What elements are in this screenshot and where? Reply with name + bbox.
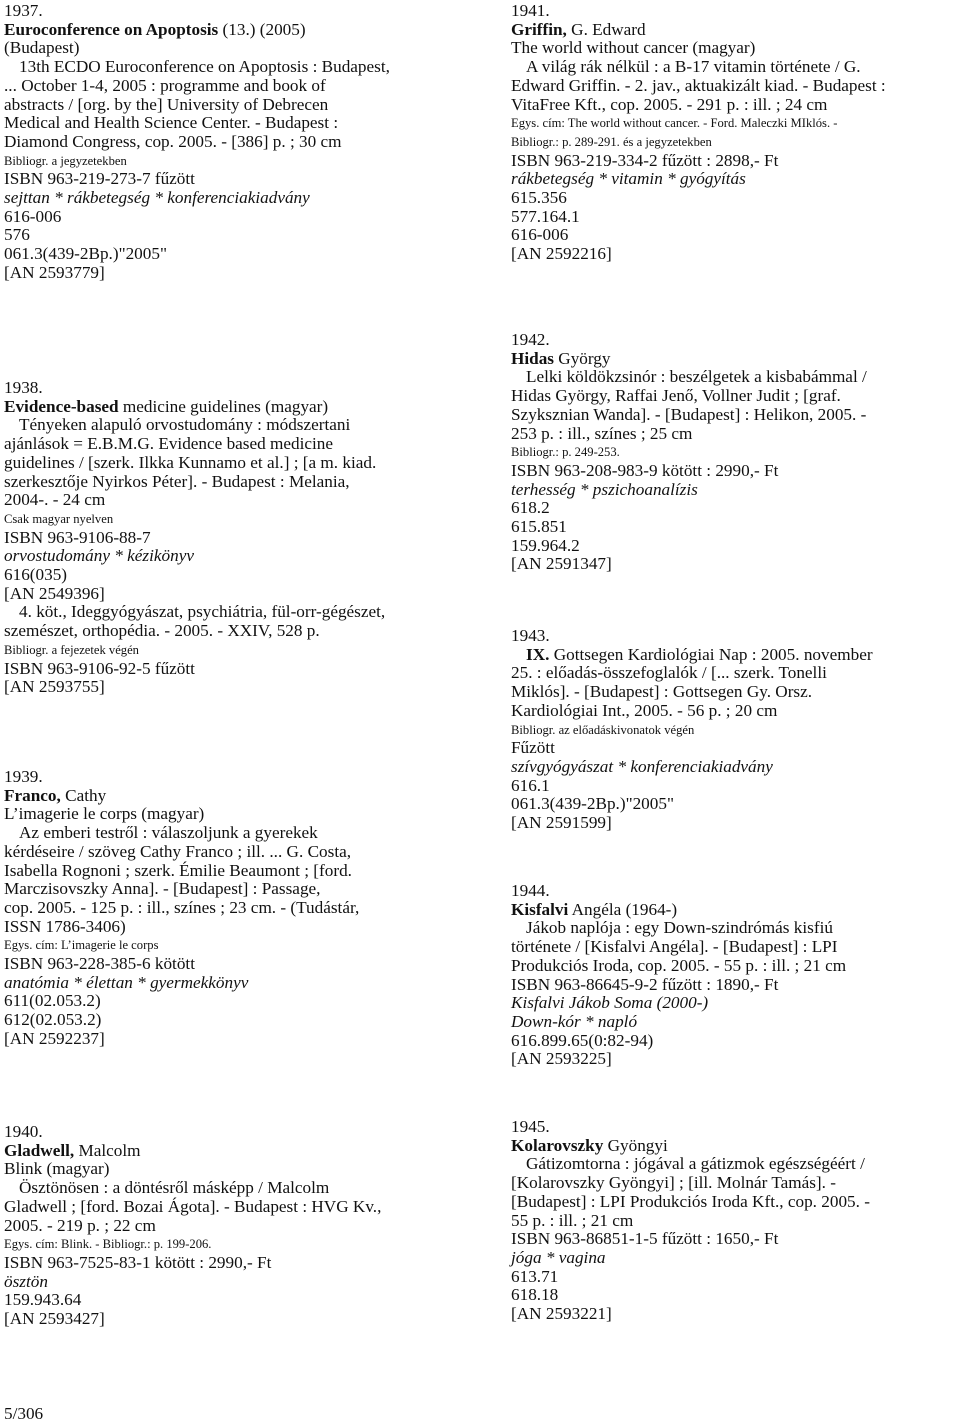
entry-text: 616(035)	[4, 565, 68, 585]
entry-text: Bibliogr. az előadáskivonatok végén	[511, 722, 695, 737]
entry-line	[511, 739, 956, 758]
entry-heading-line	[4, 1142, 474, 1161]
catalog-entry-1943	[511, 627, 956, 833]
entry-text: VitaFree Kft., cop. 2005. - 291 p. : ill. ; 24 cm	[511, 94, 828, 114]
entry-text: G. Edward	[566, 19, 646, 39]
entry-text: Szyksznian Wanda]. - [Budapest] : Helikon, 2005. -	[511, 404, 867, 424]
entry-text: sejttan * rákbetegség * konferenciakiadvány	[4, 188, 310, 208]
entry-line	[4, 992, 474, 1011]
catalog-entry-1945	[511, 1118, 956, 1324]
entry-text: 618.18	[511, 1285, 559, 1305]
entry-line	[511, 170, 956, 189]
entry-text: 13th ECDO Euroconference on Apoptosis : Budapest,	[19, 57, 390, 77]
entry-line	[4, 226, 474, 245]
entry-text: 616.899.65(0:82-94)	[511, 1030, 654, 1050]
entry-text: 1940.	[4, 1122, 43, 1141]
entry-text: ISSN 1786-3406)	[4, 916, 126, 936]
entry-line	[511, 387, 956, 406]
entry-text: (13.) (2005)	[218, 19, 306, 39]
catalog-entry-1937	[4, 2, 474, 283]
entry-line	[4, 824, 474, 843]
entry-line	[4, 416, 474, 435]
entry-line	[511, 1013, 956, 1032]
entry-line	[4, 1273, 474, 1292]
entry-line	[511, 976, 956, 995]
entry-line	[4, 918, 474, 937]
entry-text: Jákob naplója : egy Down-szindrómás kisfiú	[526, 918, 833, 938]
entry-text: György	[554, 348, 611, 368]
entry-line	[4, 1217, 474, 1236]
entry-text: [AN 2591599]	[511, 813, 612, 833]
entry-text: 611(02.053.2)	[4, 991, 101, 1011]
entry-line	[511, 814, 956, 833]
entry-text: Malcolm	[74, 1140, 141, 1160]
entry-line	[4, 936, 474, 955]
entry-text: 061.3(439-2Bp.)"2005"	[511, 794, 674, 814]
entry-heading: Euroconference on Apoptosis	[4, 19, 219, 39]
entry-text: Az emberi testről : válaszoljunk a gyerekek	[19, 823, 318, 843]
entry-line	[511, 683, 956, 702]
entry-line	[511, 1286, 956, 1305]
entry-text: [AN 2593221]	[511, 1304, 612, 1324]
entry-line	[511, 919, 956, 938]
entry-text: szívgyógyászat * konferenciakiadvány	[511, 756, 773, 776]
entry-line	[4, 1198, 474, 1217]
entry-text: [AN 2593755]	[4, 677, 105, 697]
entry-line	[511, 1212, 956, 1231]
entry-line	[4, 208, 474, 227]
entry-text: Ösztönösen : a döntésről másképp / Malcolm	[19, 1178, 330, 1198]
entry-heading-line	[4, 398, 474, 417]
entry-text: ISBN 963-9106-92-5 fűzött	[4, 658, 195, 678]
entry-line	[4, 974, 474, 993]
entry-text: Edward Griffin. - 2. jav., aktuakizált kiad. - Budapest :	[511, 75, 886, 95]
entry-text: [AN 2593427]	[4, 1309, 105, 1329]
entry-line	[4, 603, 474, 622]
entry-line	[511, 114, 956, 133]
entry-line	[511, 368, 956, 387]
entry-text: 25. : előadás-összefoglalók / [... szerk. Tonelli	[511, 663, 827, 683]
entry-line	[511, 1050, 956, 1069]
entry-line	[511, 406, 956, 425]
entry-line	[4, 1310, 474, 1329]
entry-text: Diamond Congress, cop. 2005. - [386] p. ; 30 cm	[4, 131, 342, 151]
entry-number	[4, 768, 474, 787]
entry-line	[4, 435, 474, 454]
entry-line	[511, 1305, 956, 1324]
entry-text: 576	[4, 225, 30, 245]
entry-text: 2005. - 219 p. ; 22 cm	[4, 1215, 156, 1235]
entry-number	[511, 882, 956, 901]
entry-line	[511, 152, 956, 171]
entry-text: 1945.	[511, 1117, 550, 1136]
entry-line	[4, 547, 474, 566]
entry-heading-line	[511, 21, 956, 40]
entry-text: 1941.	[511, 1, 550, 20]
entry-text: Egys. cím: The world without cancer. - Ford. Maleczki MIklós. -	[511, 116, 838, 131]
entry-text: [AN 2593225]	[511, 1049, 612, 1069]
entry-line	[511, 443, 956, 462]
entry-text: 55 p. : ill. ; 21 cm	[511, 1210, 634, 1230]
entry-text: Gátizomtorna : jógával a gátizmok egészségéért /	[526, 1154, 865, 1174]
entry-text: 615.356	[511, 188, 567, 208]
entry-text: abstracts / [org. by the] University of Debrecen	[4, 94, 329, 114]
entry-text: Bibliogr. a fejezetek végén	[4, 642, 139, 657]
entry-text: Tényeken alapuló orvostudomány : módszertani	[19, 415, 351, 435]
entry-heading-line	[511, 901, 956, 920]
entry-text: ISBN 963-86645-9-2 fűzött : 1890,- Ft	[511, 974, 779, 994]
entry-text: [Budapest] : LPI Produkciós Iroda Kft., cop. 2005. -	[511, 1191, 870, 1211]
entry-line	[4, 678, 474, 697]
entry-text: terhesség * pszichoanalízis	[511, 479, 698, 499]
entry-text: Lelki köldökzsinór : beszélgetek a kisbabámmal /	[526, 367, 867, 387]
entry-number	[511, 2, 956, 21]
entry-number	[4, 379, 474, 398]
entry-text: [AN 2549396]	[4, 583, 105, 603]
entry-line	[511, 518, 956, 537]
entry-line	[511, 1032, 956, 1051]
entry-number	[511, 331, 956, 350]
entry-line	[511, 1155, 956, 1174]
entry-text: 612(02.053.2)	[4, 1010, 102, 1030]
catalog-entry-1939	[4, 768, 474, 1049]
entry-text: 618.2	[511, 498, 550, 518]
entry-text: Hidas György, Raffai Jenő, Vollner Judit ; [graf.	[511, 386, 841, 406]
entry-text: A világ rák nélkül : a B-17 vitamin története / G.	[526, 57, 861, 77]
entry-line	[511, 1249, 956, 1268]
entry-text: Kardiológiai Int., 2005. - 56 p. ; 20 cm	[511, 700, 778, 720]
entry-text: Bibliogr.: p. 289-291. és a jegyzetekben	[511, 134, 712, 149]
entry-line	[4, 641, 474, 660]
entry-text: Marczisovszky Anna]. - [Budapest] : Passage,	[4, 879, 321, 899]
entry-text: 253 p. : ill., színes ; 25 cm	[511, 423, 693, 443]
entry-line	[4, 58, 474, 77]
entry-text: 1939.	[4, 767, 43, 786]
entry-line	[511, 189, 956, 208]
catalog-entry-1942	[511, 331, 956, 574]
entry-text: kérdéseire / szöveg Cathy Franco ; ill. ... G. Costa,	[4, 841, 352, 861]
entry-text: cop. 2005. - 125 p. : ill., színes ; 23 cm. - (Tudástár,	[4, 897, 360, 917]
entry-line	[4, 880, 474, 899]
entry-text: ISBN 963-7525-83-1 kötött : 2990,- Ft	[4, 1252, 272, 1272]
entry-text: ISBN 963-9106-88-7	[4, 527, 151, 547]
entry-text: [Kolarovszky Gyöngyi] ; [ill. Molnár Tamás]. -	[511, 1173, 836, 1193]
page-number: 5/306	[4, 1404, 44, 1423]
entry-text: története / [Kisfalvi Angéla]. - [Budapest] : LPI	[511, 937, 838, 957]
entry-number	[4, 1123, 474, 1142]
entry-line	[4, 510, 474, 529]
entry-text: 061.3(439-2Bp.)"2005"	[4, 244, 167, 264]
entry-text: 616-006	[4, 206, 62, 226]
entry-heading-line	[511, 350, 956, 369]
entry-text: ... October 1-4, 2005 : programme and book of	[4, 75, 326, 95]
entry-line	[4, 1160, 474, 1179]
entry-heading-line	[511, 1137, 956, 1156]
entry-text: jóga * vagina	[511, 1247, 606, 1267]
entry-line	[4, 245, 474, 264]
entry-line	[4, 660, 474, 679]
entry-text: [AN 2593779]	[4, 262, 105, 282]
entry-text: Gyöngyi	[603, 1135, 668, 1155]
entry-line	[4, 805, 474, 824]
entry-text: ISBN 963-219-273-7 fűzött	[4, 169, 195, 189]
entry-text: [AN 2591347]	[511, 554, 612, 574]
entry-text: Medical and Health Science Center. - Budapest :	[4, 113, 339, 133]
entry-line	[511, 721, 956, 740]
entry-line	[511, 462, 956, 481]
entry-line	[4, 133, 474, 152]
entry-line	[4, 585, 474, 604]
entry-text: [AN 2592216]	[511, 244, 612, 264]
entry-text: 1937.	[4, 1, 43, 20]
entry-line	[4, 1235, 474, 1254]
entry-line	[511, 702, 956, 721]
entry-heading: Griffin,	[511, 19, 567, 39]
entry-heading-line	[4, 787, 474, 806]
catalog-entry-1938	[4, 379, 474, 697]
entry-line	[511, 938, 956, 957]
entry-line	[511, 39, 956, 58]
entry-text: medicine guidelines (magyar)	[118, 396, 329, 416]
entry-text: [AN 2592237]	[4, 1028, 105, 1048]
entry-heading: Kisfalvi	[511, 899, 569, 919]
entry-text: Gottsegen Kardiológiai Nap : 2005. november	[549, 644, 873, 664]
entry-line	[4, 622, 474, 641]
entry-text: Csak magyar nyelven	[4, 511, 114, 526]
entry-line	[511, 664, 956, 683]
entry-line	[511, 957, 956, 976]
entry-text: Bibliogr.: p. 249-253.	[511, 445, 620, 460]
entry-text: 577.164.1	[511, 206, 580, 226]
entry-line	[511, 481, 956, 500]
entry-text: szemészet, orthopédia. - 2005. - XXIV, 528 p.	[4, 621, 320, 641]
entry-text: 1938.	[4, 378, 43, 397]
entry-line	[511, 226, 956, 245]
entry-heading-line	[511, 646, 956, 665]
entry-text: rákbetegség * vitamin * gyógyítás	[511, 169, 746, 189]
entry-number	[511, 1118, 956, 1137]
entry-text: ISBN 963-228-385-6 kötött	[4, 954, 195, 974]
entry-line	[4, 170, 474, 189]
entry-text: 4. köt., Ideggyógyászat, psychiátria, fül-orr-gégészet,	[19, 602, 386, 622]
entry-text: Egys. cím: L’imagerie le corps	[4, 938, 159, 953]
entry-text: L’imagerie le corps (magyar)	[4, 804, 205, 824]
entry-number	[4, 2, 474, 21]
entry-line	[511, 758, 956, 777]
entry-text: guidelines / [szerk. Ilkka Kunnamo et al.] ; [a m. kiad.	[4, 452, 377, 472]
entry-heading: Gladwell,	[4, 1140, 75, 1160]
entry-line	[4, 39, 474, 58]
entry-text: 615.851	[511, 517, 567, 537]
entry-text: 616.1	[511, 775, 550, 795]
entry-text: Fűzött	[511, 738, 555, 758]
entry-text: ösztön	[4, 1271, 48, 1291]
entry-line	[511, 555, 956, 574]
entry-line	[511, 1268, 956, 1287]
entry-line	[4, 1291, 474, 1310]
entry-heading: Franco,	[4, 785, 61, 805]
catalog-entry-1944	[511, 882, 956, 1069]
entry-line	[511, 58, 956, 77]
entry-text: Kisfalvi Jákob Soma (2000-)	[511, 993, 709, 1013]
entry-line	[4, 1254, 474, 1273]
entry-text: Isabella Rognoni ; szerk. Émilie Beaumont ; [ford.	[4, 860, 352, 880]
entry-text: Bibliogr. a jegyzetekben	[4, 153, 127, 168]
entry-line	[4, 152, 474, 171]
entry-line	[4, 862, 474, 881]
entry-line	[511, 499, 956, 518]
entry-line	[511, 208, 956, 227]
entry-text: (Budapest)	[4, 38, 80, 58]
entry-text: ISBN 963-86851-1-5 fűzött : 1650,- Ft	[511, 1229, 779, 1249]
entry-text: 1943.	[511, 626, 550, 645]
entry-line	[511, 133, 956, 152]
entry-line	[4, 454, 474, 473]
entry-line	[4, 566, 474, 585]
entry-text: Cathy	[60, 785, 107, 805]
entry-line	[511, 1193, 956, 1212]
entry-line	[511, 77, 956, 96]
catalog-entry-1940	[4, 1123, 474, 1329]
entry-heading: Evidence-based	[4, 396, 119, 416]
entry-line	[511, 425, 956, 444]
entry-text: 1942.	[511, 330, 550, 349]
entry-line	[4, 491, 474, 510]
entry-line	[511, 777, 956, 796]
entry-text: Miklós]. - [Budapest] : Gottsegen Gy. Orsz.	[511, 682, 813, 702]
entry-text: szerkesztője Nyirkos Péter]. - Budapest : Melania,	[4, 471, 350, 491]
entry-text: 1944.	[511, 881, 550, 900]
catalog-entry-1941	[511, 2, 956, 264]
entry-line	[4, 899, 474, 918]
entry-line	[4, 843, 474, 862]
entry-line	[511, 795, 956, 814]
entry-heading: Kolarovszky	[511, 1135, 604, 1155]
entry-text: Angéla (1964-)	[568, 899, 678, 919]
entry-text: ajánlások = E.B.M.G. Evidence based medicine	[4, 434, 333, 454]
entry-text: Blink (magyar)	[4, 1159, 110, 1179]
entry-heading: IX.	[526, 644, 550, 664]
entry-line	[4, 1179, 474, 1198]
entry-text: 159.943.64	[4, 1290, 82, 1310]
entry-text: orvostudomány * kézikönyv	[4, 546, 194, 566]
entry-line	[4, 1011, 474, 1030]
entry-line	[511, 537, 956, 556]
entry-text: 613.71	[511, 1266, 559, 1286]
entry-text: Down-kór * napló	[511, 1011, 638, 1031]
entry-heading-line	[4, 21, 474, 40]
entry-text: anatómia * élettan * gyermekkönyv	[4, 972, 249, 992]
entry-line	[511, 96, 956, 115]
entry-line	[4, 264, 474, 283]
entry-line	[4, 96, 474, 115]
entry-heading: Hidas	[511, 348, 554, 368]
entry-text: 159.964.2	[511, 535, 580, 555]
entry-text: Egys. cím: Blink. - Bibliogr.: p. 199-206.	[4, 1237, 212, 1252]
entry-text: Produkciós Iroda, cop. 2005. - 55 p. : ill. ; 21 cm	[511, 955, 847, 975]
entry-line	[511, 994, 956, 1013]
entry-line	[511, 1230, 956, 1249]
entry-line	[4, 473, 474, 492]
entry-text: ISBN 963-219-334-2 fűzött : 2898,- Ft	[511, 150, 779, 170]
entry-line	[4, 1030, 474, 1049]
entry-text: Gladwell ; [ford. Bozai Ágota]. - Budapest : HVG Kv.,	[4, 1196, 382, 1216]
entry-number	[511, 627, 956, 646]
entry-line	[4, 955, 474, 974]
entry-line	[4, 77, 474, 96]
entry-line	[4, 114, 474, 133]
entry-text: The world without cancer (magyar)	[511, 38, 756, 58]
entry-line	[511, 245, 956, 264]
entry-line	[4, 189, 474, 208]
entry-line	[4, 529, 474, 548]
entry-line	[511, 1174, 956, 1193]
entry-text: 2004-. - 24 cm	[4, 490, 106, 510]
entry-text: ISBN 963-208-983-9 kötött : 2990,- Ft	[511, 460, 779, 480]
entry-text: 616-006	[511, 225, 569, 245]
